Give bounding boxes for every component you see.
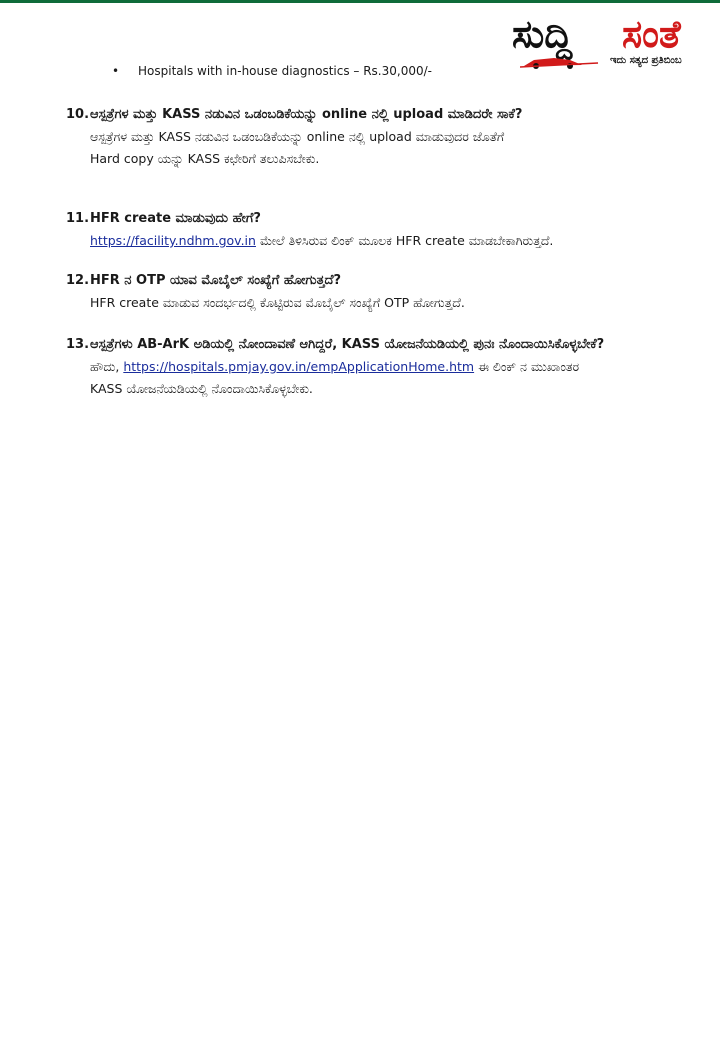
faq-question-text: HFR ನ OTP ಯಾವ ಮೊಬೈಲ್ ಸಂಖ್ಯೆಗೆ ಹೋಗುತ್ತದೆ? (90, 273, 342, 288)
top-border-strip (0, 0, 720, 3)
bullet-icon: • (112, 64, 120, 78)
faq-answer (90, 356, 666, 400)
faq-answer-line: HFR create ಮಾಡುವ ಸಂದರ್ಭದಲ್ಲಿ ಕೊಟ್ಟಿರುವ ಮೊಬೈಲ್ ಸಂಖ್ಯೆಗೆ OTP ಹೋಗುತ್ತದೆ. (90, 295, 465, 310)
faq-item-10 (66, 104, 666, 170)
logo-word-suddi: ಸುದ್ದಿ (512, 12, 573, 56)
faq-number: 13. (66, 337, 90, 352)
faq-question-text: ಆಸ್ಪತ್ರೆಗಳು AB-ArK ಅಡಿಯಲ್ಲಿ ನೋಂದಾವಣೆ ಆಗಿದ್ದರೆ, KASS ಯೋಜನೆಯಡಿಯಲ್ಲಿ ಪುನಃ ನೊಂದಾಯಿಸಿಕೊಳ್ಳಬೇಕೆ? (90, 337, 605, 352)
list-item-diagnostics (112, 64, 432, 78)
faq-answer (90, 230, 666, 252)
faq-question (66, 104, 666, 126)
faq-number: 12. (66, 273, 90, 288)
faq-answer (90, 126, 666, 170)
faq-question (66, 270, 666, 292)
logo-word-sante: ಸಂತೆ (622, 12, 681, 56)
faq-answer-text: ಈ ಲಿಂಕ್ ನ ಮುಖಾಂತರ (474, 359, 580, 374)
faq-number: 10. (66, 107, 90, 122)
faq-answer (90, 292, 666, 314)
faq-item-13 (66, 334, 666, 400)
faq-answer-line: KASS ಯೋಜನೆಯಡಿಯಲ್ಲಿ ನೊಂದಾಯಿಸಿಕೊಳ್ಳಬೇಕು. (90, 381, 313, 396)
logo-tagline: ಇದು ಸತ್ಯದ ಪ್ರತಿಬಿಂಬ (610, 55, 682, 66)
faq-question-text: ಆಸ್ಪತ್ರೆಗಳ ಮತ್ತು KASS ನಡುವಿನ ಒಡಂಬಡಿಕೆಯನ್ನು online ನಲ್ಲಿ upload ಮಾಡಿದರೇ ಸಾಕೆ? (90, 107, 523, 122)
car-icon (520, 54, 600, 70)
faq-answer-text: ಮೇಲೆ ತಿಳಿಸಿರುವ ಲಿಂಕ್ ಮೂಲಕ HFR create ಮಾಡಬೇಕಾಗಿರುತ್ತದೆ. (255, 233, 554, 248)
faq-number: 11. (66, 211, 90, 226)
faq-answer-line: ಆಸ್ಪತ್ರೆಗಳ ಮತ್ತು KASS ನಡುವಿನ ಒಡಂಬಡಿಕೆಯನ್ನು online ನಲ್ಲಿ upload ಮಾಡುವುದರ ಜೊತೆಗೆ (90, 129, 505, 144)
faq-answer-text: ಹೌದು, (90, 359, 124, 374)
faq-question (66, 334, 666, 356)
faq-item-11 (66, 208, 666, 252)
faq-question (66, 208, 666, 230)
faq-question-text: HFR create ಮಾಡುವುದು ಹೇಗೆ? (90, 211, 261, 226)
ndhm-facility-link[interactable]: https://facility.ndhm.gov.in (90, 233, 256, 248)
faq-item-12 (66, 270, 666, 314)
suddi-sante-logo (512, 10, 712, 72)
bullet-text: Hospitals with in-house diagnostics – Rs.30,000/- (138, 64, 432, 78)
pmjay-application-link[interactable]: https://hospitals.pmjay.gov.in/empApplicationHome.htm (123, 359, 475, 374)
faq-answer-line: Hard copy ಯನ್ನು KASS ಕಛೇರಿಗೆ ತಲುಪಿಸಬೇಕು. (90, 151, 320, 166)
